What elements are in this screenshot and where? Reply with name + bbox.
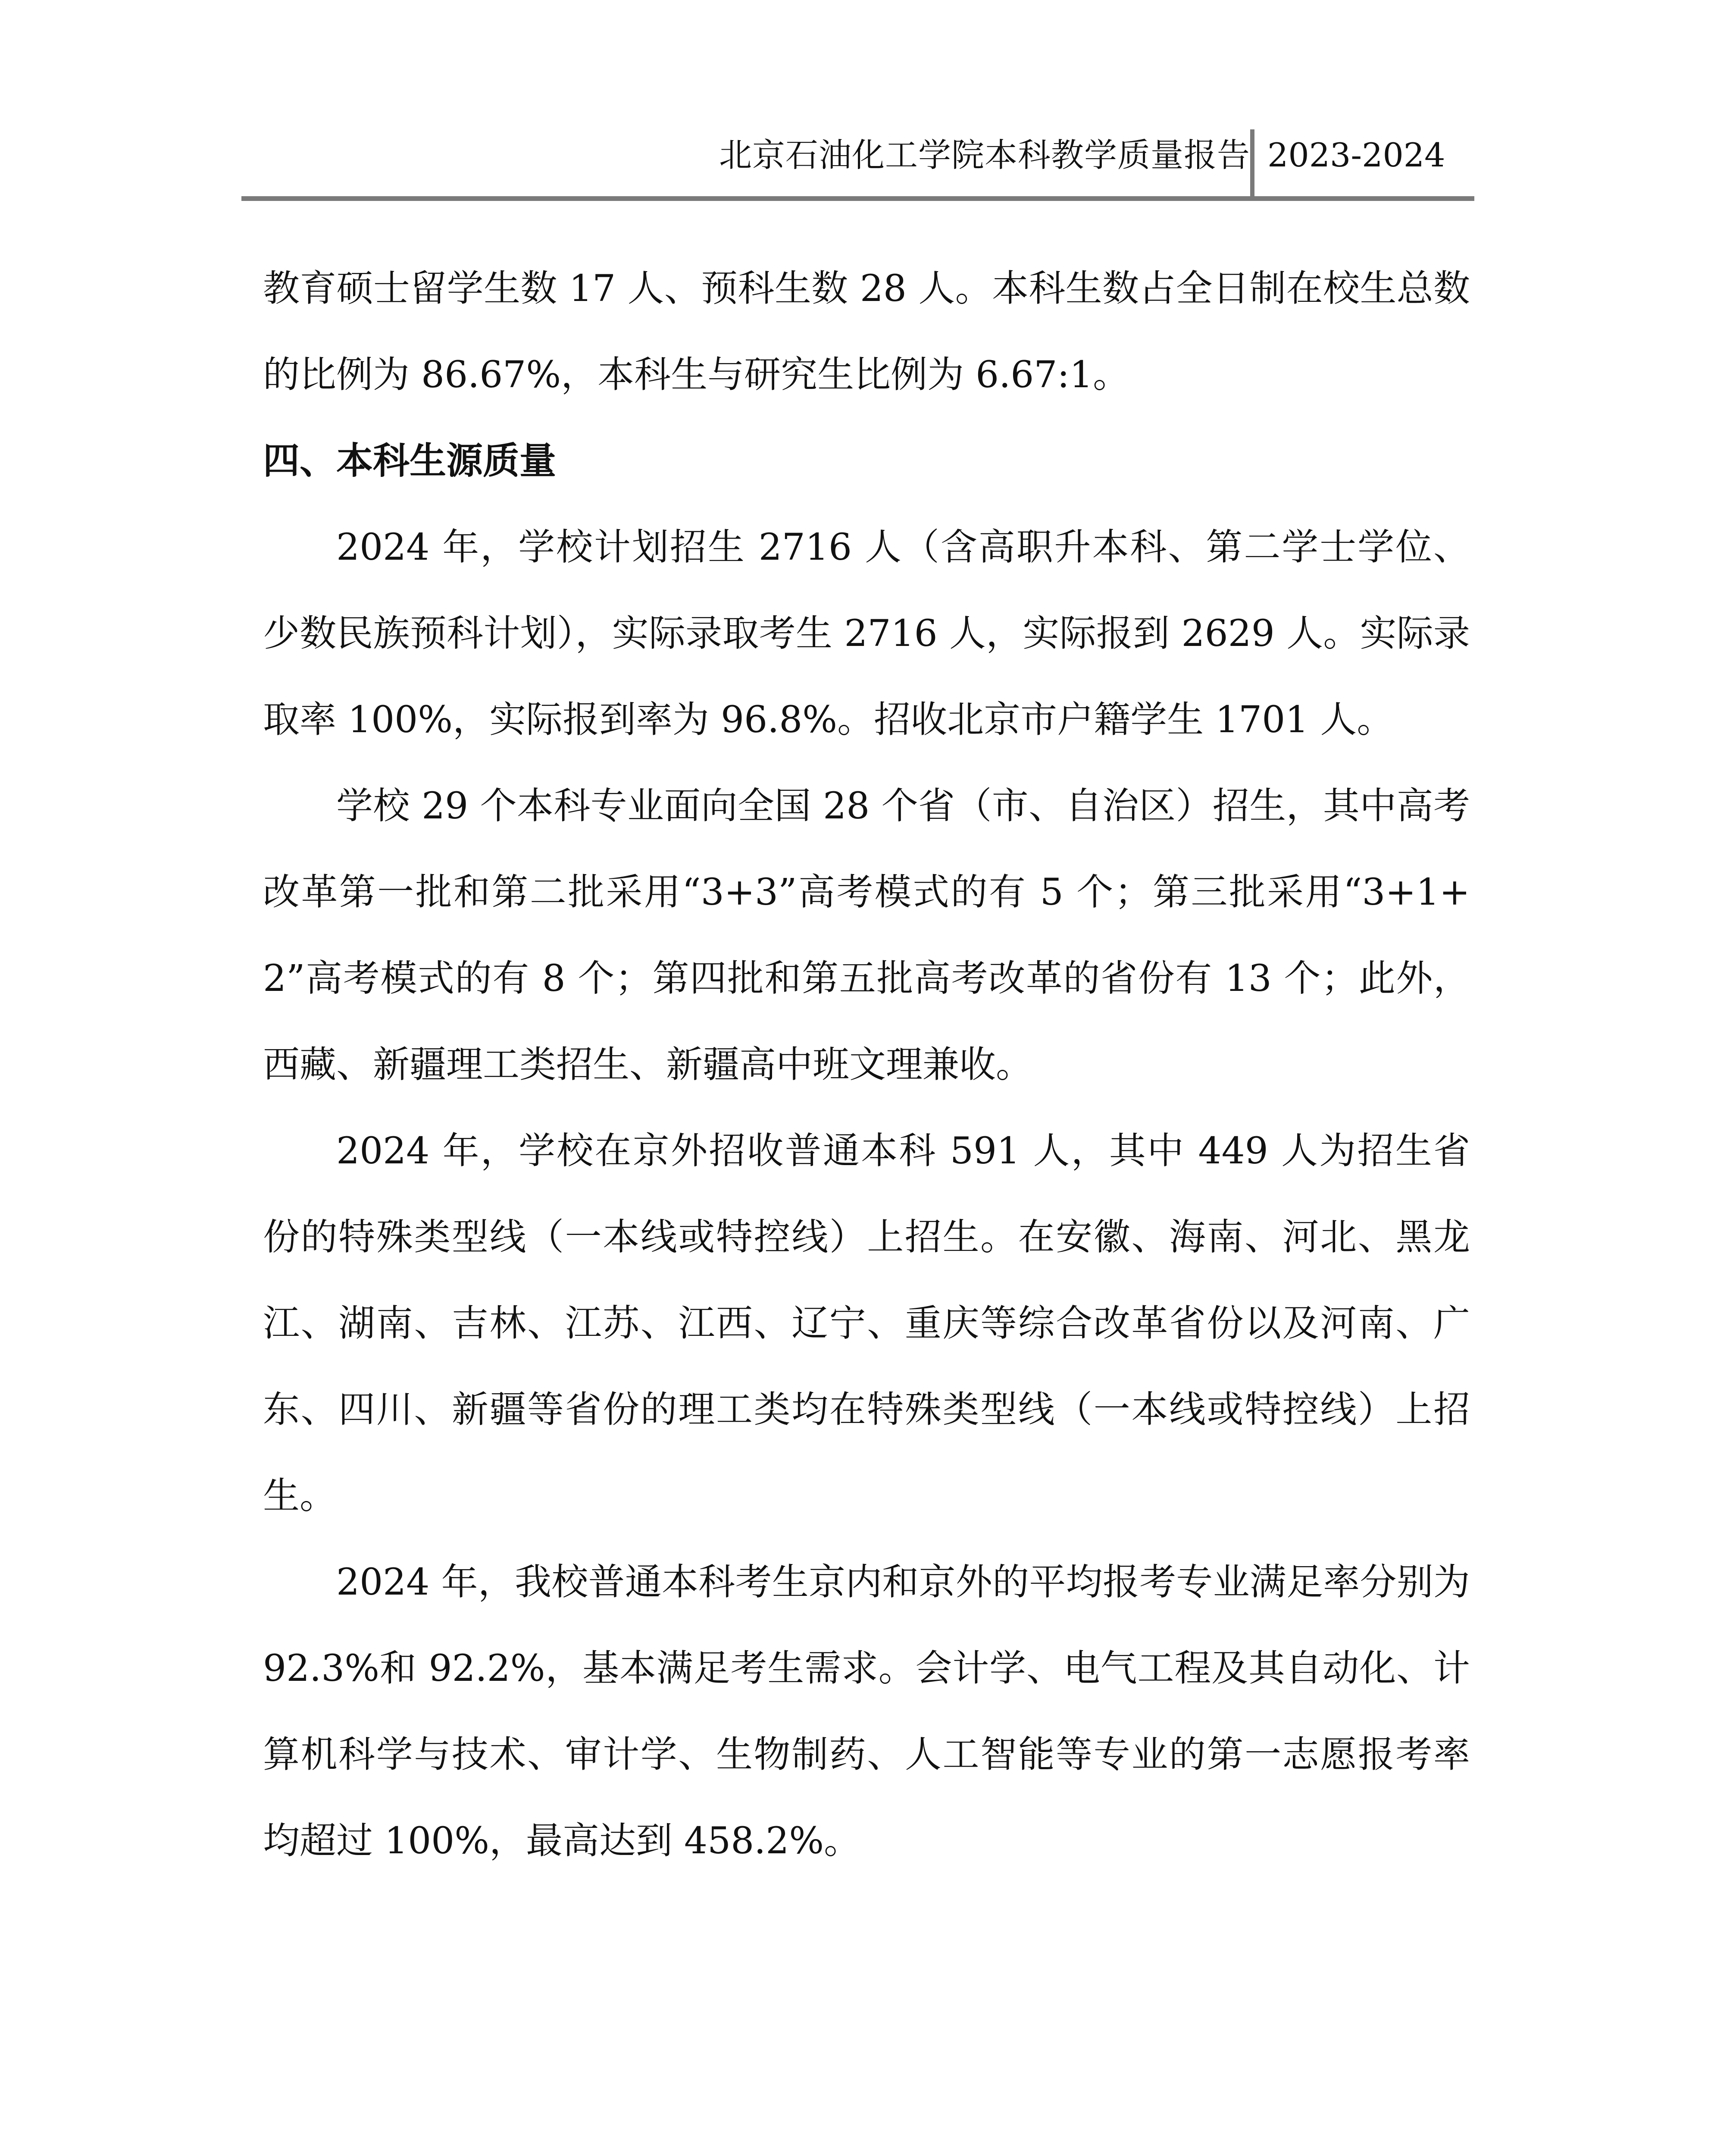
body-paragraph: 2024 年，学校在京外招收普通本科 591 人，其中 449 人为招生省份的特殊类型线（一本线或特控线）上招生。在安徽、海南、河北、黑龙江、湖南、吉林、江苏、江西、辽宁、重庆等综合改革省份以及河南、广东、四川、新疆等省份的理工类均在特殊类型线（一本线或特控线）上招生。 xyxy=(263,1130,1470,1517)
body-paragraph: 2024 年，我校普通本科考生京内和京外的平均报考专业满足率分别为 92.3%和 92.2%，基本满足考生需求。会计学、电气工程及其自动化、计算机科学与技术、审计学、生物制药、人工智能等专业的第一志愿报考率均超过 100%，最高达到 458.2%。 xyxy=(263,1561,1470,1862)
body-paragraph: 学校 29 个本科专业面向全国 28 个省（市、自治区）招生，其中高考改革第一批和第二批采用“3+3”高考模式的有 5 个；第三批采用“3+1+2”高考模式的有 8 个；第四批和第五批高考改革的省份有 13 个；此外，西藏、新疆理工类招生、新疆高中班文理兼收。 xyxy=(263,785,1470,1086)
body-paragraph: 2024 年，学校计划招生 2716 人（含高职升本科、第二学士学位、少数民族预科计划），实际录取考生 2716 人，实际报到 2629 人。实际录取率 100%，实际报到率为 96.8%。招收北京市户籍学生 1701 人。 xyxy=(263,526,1470,741)
section-heading: 四、本科生源质量 xyxy=(263,440,557,483)
page-body xyxy=(263,246,1470,1884)
header-rule xyxy=(241,196,1474,201)
report-year: 2023-2024 xyxy=(1267,136,1445,174)
report-title: 北京石油化工学院本科教学质量报告 xyxy=(719,136,1250,174)
body-paragraph: 教育硕士留学生数 17 人、预科生数 28 人。本科生数占全日制在校生总数的比例为 86.67%，本科生与研究生比例为 6.67:1。 xyxy=(263,267,1470,396)
header-separator xyxy=(1250,129,1254,201)
page-header xyxy=(241,129,1470,198)
